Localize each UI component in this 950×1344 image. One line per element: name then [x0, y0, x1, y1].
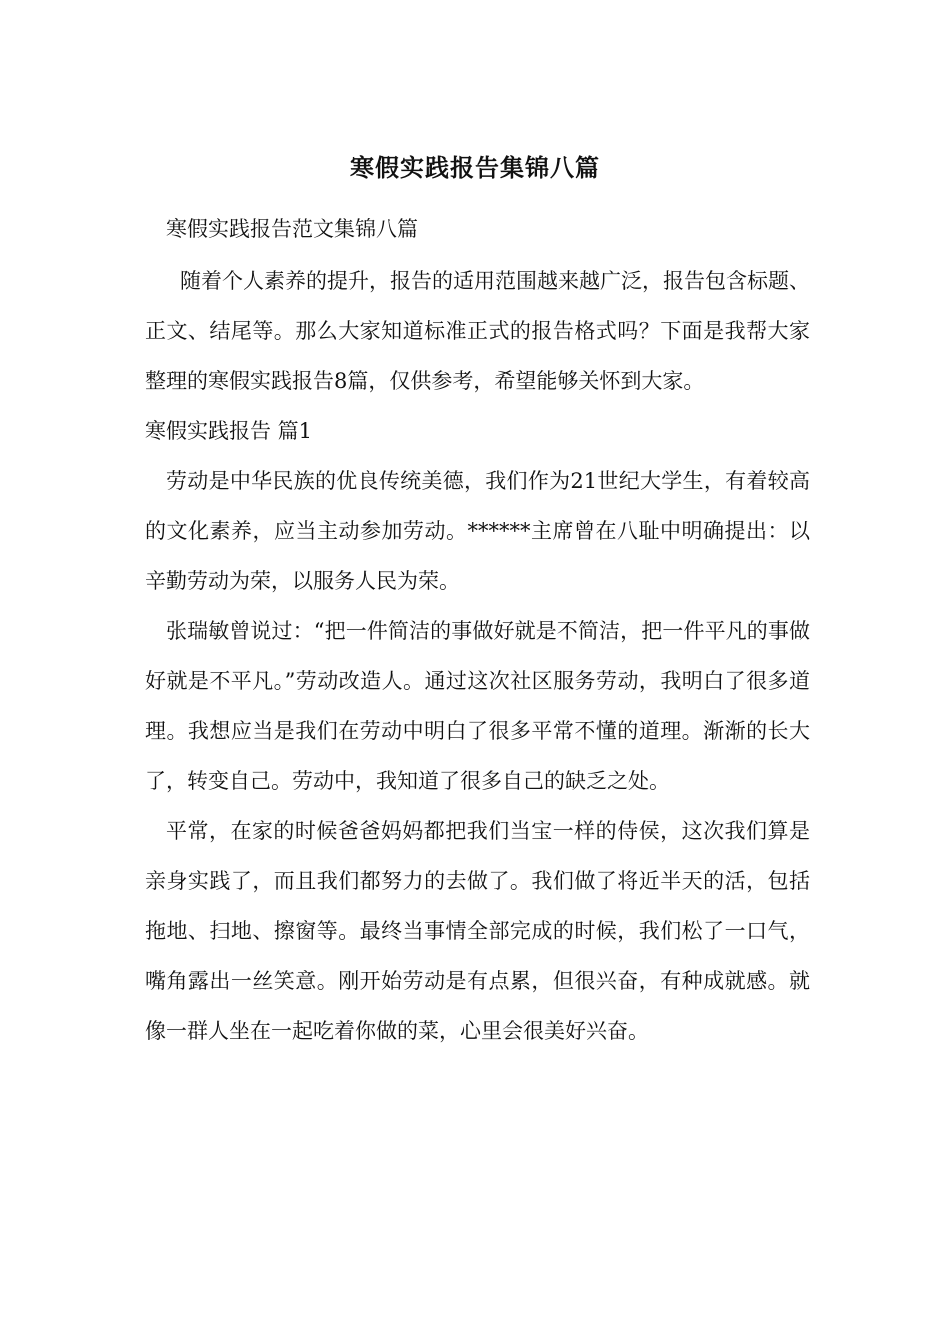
- section-heading: 寒假实践报告 篇1: [145, 419, 313, 443]
- body-paragraph-1: 劳动是中华民族的优良传统美德，我们作为21世纪大学生，有着较高的文化素养，应当主动参加劳动。******主席曾在八耻中明确提出：以辛勤劳动为荣，以服务人民为荣。: [145, 469, 810, 593]
- document-title: 寒假实践报告集锦八篇: [350, 153, 600, 182]
- document-body: [145, 204, 810, 1056]
- body-paragraph-2: 张瑞敏曾说过：“把一件简洁的事做好就是不简洁，把一件平凡的事做好就是不平凡。”劳动改造人。通过这次社区服务劳动，我明白了很多道理。我想应当是我们在劳动中明白了很多平常不懂的道理。渐渐的长大了，转变自己。劳动中，我知道了很多自己的缺乏之处。: [145, 619, 810, 793]
- document-subtitle: 寒假实践报告范文集锦八篇: [166, 217, 418, 241]
- intro-paragraph: 随着个人素养的提升，报告的适用范围越来越广泛，报告包含标题、正文、结尾等。那么大家知道标准正式的报告格式吗？下面是我帮大家整理的寒假实践报告8篇，仅供参考，希望能够关怀到大家。: [145, 269, 810, 393]
- body-paragraph-3: 平常，在家的时候爸爸妈妈都把我们当宝一样的侍侯，这次我们算是亲身实践了，而且我们都努力的去做了。我们做了将近半天的活，包括拖地、扫地、擦窗等。最终当事情全部完成的时候，我们松了一口气，嘴角露出一丝笑意。刚开始劳动是有点累，但很兴奋，有种成就感。就像一群人坐在一起吃着你做的菜，心里会很美好兴奋。: [145, 819, 810, 1043]
